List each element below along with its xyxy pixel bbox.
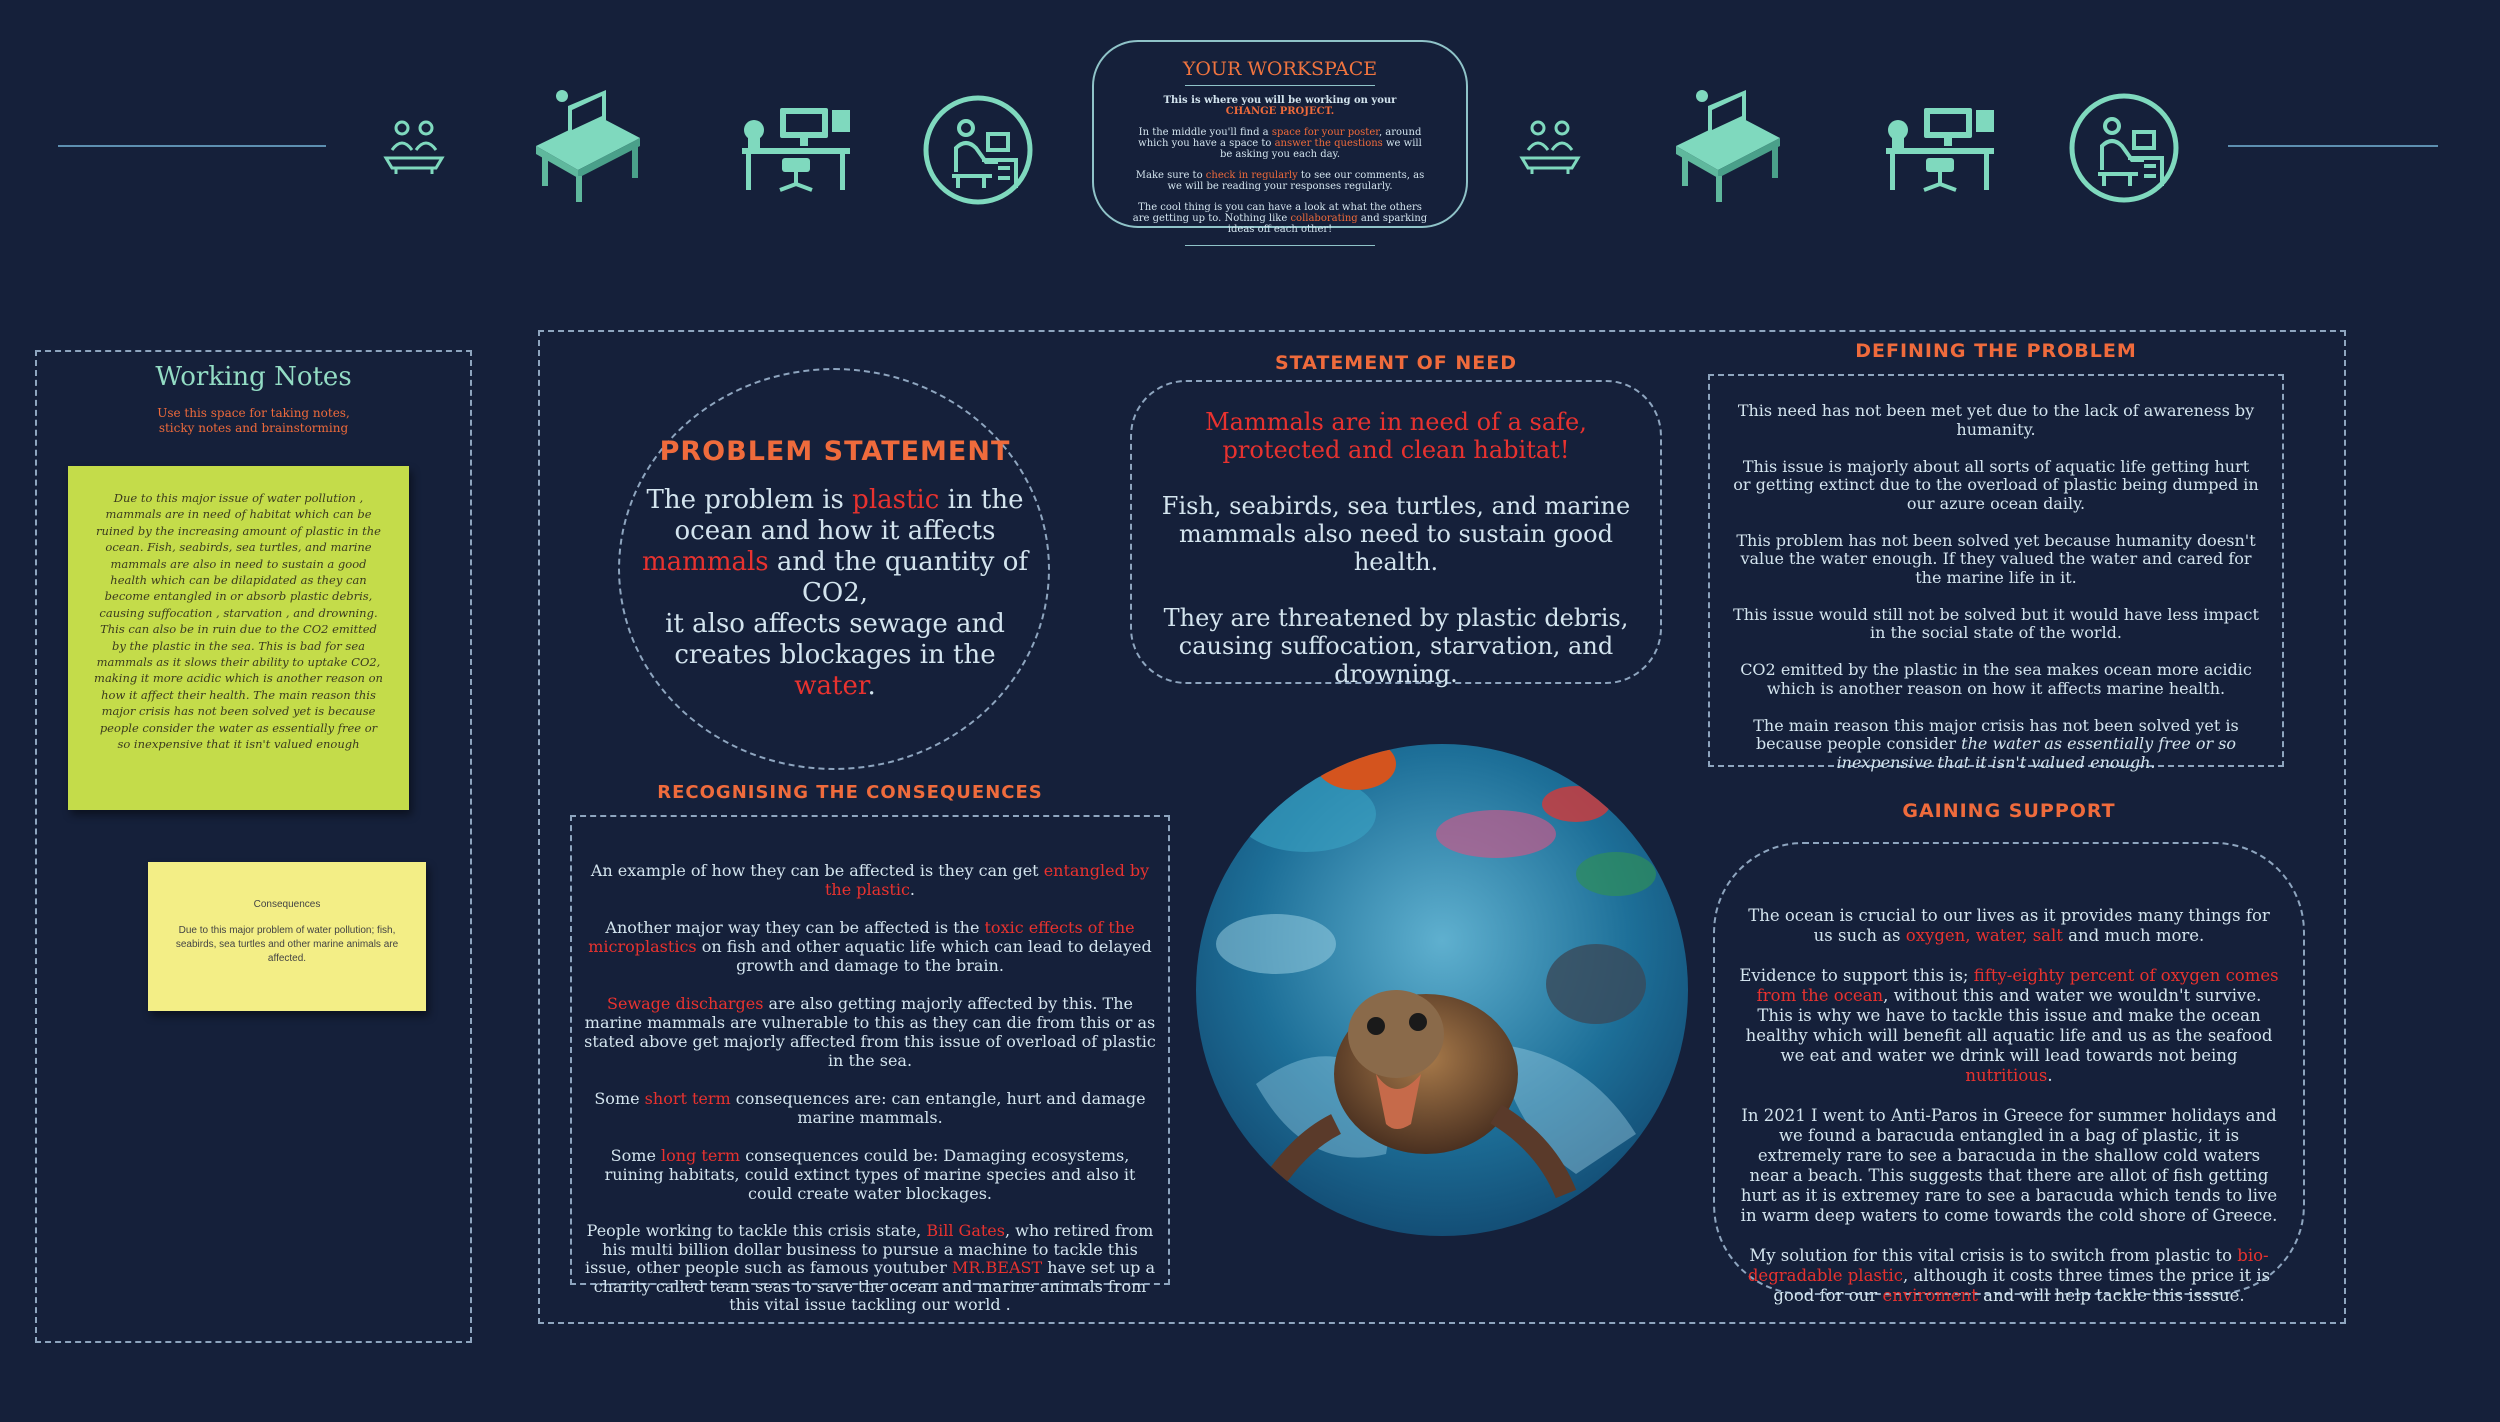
defining-problem-title: DEFINING THE PROBLEM [1855,340,2137,362]
gaining-support-title: GAINING SUPPORT [1902,800,2116,822]
right-divider-line [2228,145,2438,147]
meeting-icon [1518,116,1582,176]
desk-isometric-icon [528,86,646,204]
sticky-note-yellow-text: Due to this major problem of water pollution; fish, seabirds, sea turtles and other marine animals are affected. [175,925,399,964]
sticky-note-yellow-title: Consequences [253,899,321,910]
problem-statement-title: PROBLEM STATEMENT [659,436,1011,467]
desk-worker-circle-icon [922,94,1034,206]
sticky-note-green[interactable]: Due to this major issue of water pollution , mammals are in need of habitat which can be ruined by the increasing amount of plastic in the ocean. Fish, seabirds, sea turtles, and marine mammals are also in need to sustain a good health which can be dilapidated as they can become entangled in or absorb plastic debris, causing suffocation , starvation , and drowning. This can also be in ruin due to the CO2 emitted by the plastic in the sea. This is bad for sea mammals as it slows their ability to uptake CO2, making it more acidic which is another reason on how it affect their health. The main reason this major crisis has not been solved yet is because people consider the water as essentially free or so inexpensive that it isn't valued enough [68,466,409,810]
statement-of-need-highlight: Mammals are in need of a safe, protected and clean habitat! [1205,408,1587,464]
workspace-bottom-rule [1185,245,1375,246]
defining-problem-p4: This issue would still not be solved but it would have less impact in the social state of the world. [1733,604,2259,642]
defining-problem-box [1708,374,2284,772]
workspace-title: YOUR WORKSPACE [1182,58,1378,80]
consequences-p5: Some long term consequences could be: Damaging ecosystems, ruining habitats, could extinct types of marine species and also it could create water blockages. [604,1146,1136,1203]
consequences-p1: An example of how they can be affected is they can get entangled by the plastic. [590,861,1150,899]
workspace-paragraph-collab: The cool thing is you can have a look at what the others are getting up to. Nothing like collaborating and sparking ideas off each other! [1132,202,1428,235]
statement-of-need-p1: Fish, seabirds, sea turtles, and marine mammals also need to sustain good health. [1161,492,1631,576]
workspace-paragraph-middle: In the middle you'll find a space for your poster, around which you have a space to answer the questions we will be asking you each day. [1138,127,1422,160]
defining-problem-p5: CO2 emitted by the plastic in the sea makes ocean more acidic which is another reason on how it affects marine health. [1740,660,2252,698]
gaining-support-p4: My solution for this vital crisis is to switch from plastic to bio-degradable plastic, although it costs three times the price it is good for our enviroment and will help tackle this isssue. [1747,1246,2271,1305]
left-divider-line [58,145,326,147]
problem-statement-text: The problem is plastic in the ocean and how it affects mammals and the quantity of CO2, it also affects sewage and creates blockages in the water. [642,485,1028,701]
consequences-box [570,815,1170,1314]
office-desk-icon [1884,104,1996,192]
meeting-icon [382,116,446,176]
desk-worker-circle-icon [2068,92,2180,204]
office-desk-icon [740,104,852,192]
consequences-p3: Sewage discharges are also getting majorly affected by this. The marine mammals are vulnerable to this as they can die from this or as stated above get majorly affected from this issue of overload of plastic in the sea. [584,994,1156,1070]
statement-of-need-p2: They are threatened by plastic debris, causing suffocation, starvation, and drowning. [1163,604,1629,688]
statement-of-need-title: STATEMENT OF NEED [1274,352,1518,374]
consequences-p2: Another major way they can be affected is the toxic effects of the microplastics on fish and other aquatic life which can lead to delayed growth and damage to the brain. [588,918,1152,975]
consequences-p4: Some short term consequences are: can entangle, hurt and damage marine mammals. [594,1089,1146,1127]
gaining-support-p1: The ocean is crucial to our lives as it provides many things for us such as oxygen, water, salt and much more. [1748,906,2270,945]
gaining-support-p3: In 2021 I went to Anti-Paros in Greece for summer holidays and we found a baracuda entangled in a bag of plastic, it is extremely rare to see a baracuda in the shallow cold waters near a beach. This suggests that there are allot of fish getting hurt as it is extremey rare to see a baracuda which tends to live in warm deep waters to come towards the cold shore of Greece. [1740,1106,2278,1225]
workspace-title-rule [1185,85,1375,86]
sea-turtle-plastic-image [1196,744,1688,1236]
working-notes-subtitle: Use this space for taking notes, sticky notes and brainstorming [157,406,350,435]
workspace-intro: This is where you will be working on your CHANGE PROJECT. [1163,95,1397,117]
desk-isometric-icon [1668,86,1786,204]
consequences-title: RECOGNISING THE CONSEQUENCES [657,782,1043,803]
sticky-note-yellow[interactable] [148,862,426,1011]
workspace-paragraph-checkin: Make sure to check in regularly to see our comments, as we will be reading your responses regularly. [1135,170,1425,192]
statement-of-need-box [1130,380,1662,688]
working-notes-title: Working Notes [155,362,352,392]
workspace-info-card [1092,40,1468,235]
gaining-support-p2: Evidence to support this is; fifty-eighty percent of oxygen comes from the ocean, without this and water we wouldn't survive. This is why we have to tackle this issue and make the ocean healthy which will benefit all aquatic life and us as the seafood we eat and water we drink will lead towards not being nutritious. [1739,966,2279,1085]
defining-problem-p3: This problem has not been solved yet because humanity doesn't value the water enough. If they valued the water and cared for the marine life in it. [1736,530,2256,587]
defining-problem-p6: The main reason this major crisis has not been solved yet is because people consider the water as essentially free or so inexpensive that it isn't valued enough. [1753,715,2239,772]
defining-problem-p1: This need has not been met yet due to the lack of awareness by humanity. [1737,401,2255,439]
consequences-p6: People working to tackle this crisis state, Bill Gates, who retired from his multi billion dollar business to pursue a machine to tackle this issue, other people such as famous youtuber MR.BEAST have set up a charity called team seas to save the ocean and marine animals from this vital issue tackling our world . [584,1221,1156,1314]
defining-problem-p2: This issue is majorly about all sorts of aquatic life getting hurt or getting extinct due to the overload of plastic being dumped in our azure ocean daily. [1733,456,2259,513]
gaining-support-box [1713,842,2305,1305]
